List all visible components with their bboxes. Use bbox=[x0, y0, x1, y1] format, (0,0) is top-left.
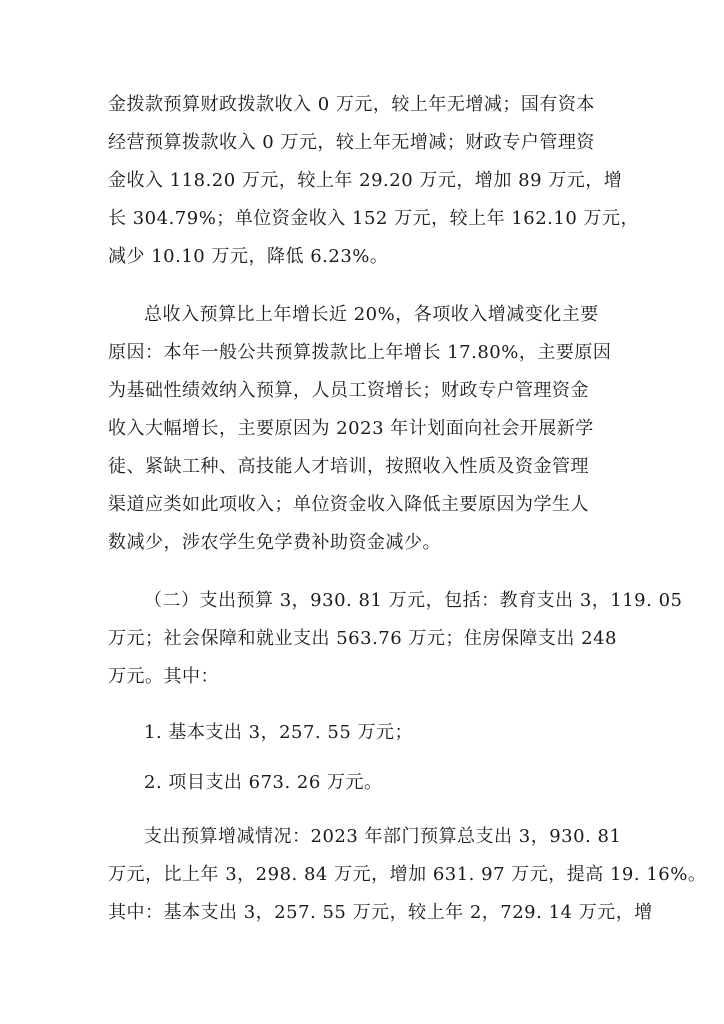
text-line: 收入大幅增长，主要原因为 2023 年计划面向社会开展新学 bbox=[108, 418, 594, 439]
text-line: 原因：本年一般公共预算拨款比上年增长 17.80%，主要原因 bbox=[108, 342, 612, 363]
list-item-project-expenditure bbox=[108, 764, 618, 802]
paragraph-expenditure-budget bbox=[108, 582, 683, 696]
paragraph-income-details bbox=[108, 86, 640, 276]
text-line: 万元；社会保障和就业支出 563.76 万元；住房保障支出 248 bbox=[108, 628, 618, 649]
list-item-basic-expenditure bbox=[108, 714, 618, 752]
text-line: 数减少，涉农学生免学费补助资金减少。 bbox=[108, 532, 441, 553]
text-line: 总收入预算比上年增长近 20%，各项收入增减变化主要 bbox=[144, 304, 599, 325]
text-line: 1. 基本支出 3，257. 55 万元； bbox=[144, 722, 413, 743]
text-line: 万元，比上年 3，298. 84 万元，增加 631. 97 万元，提高 19. 16%。 bbox=[108, 864, 707, 885]
text-line: 减少 10.10 万元，降低 6.23%。 bbox=[108, 246, 389, 267]
text-line: 其中：基本支出 3，257. 55 万元，较上年 2，729. 14 万元，增 bbox=[108, 902, 653, 923]
text-line: 金收入 118.20 万元，较上年 29.20 万元，增加 89 万元，增 bbox=[108, 170, 623, 191]
text-line: 金拨款预算财政拨款收入 0 万元，较上年无增减；国有资本 bbox=[108, 94, 595, 115]
text-line: 经营预算拨款收入 0 万元，较上年无增减；财政专户管理资 bbox=[108, 132, 595, 153]
text-line: 为基础性绩效纳入预算，人员工资增长；财政专户管理资金 bbox=[108, 380, 589, 401]
paragraph-expenditure-change bbox=[108, 818, 707, 932]
text-line: 2. 项目支出 673. 26 万元。 bbox=[144, 772, 383, 793]
text-line: 支出预算增减情况：2023 年部门预算总支出 3，930. 81 bbox=[144, 826, 622, 847]
text-line: （二）支出预算 3，930. 81 万元，包括：教育支出 3，119. 05 bbox=[144, 590, 683, 611]
text-line: 徒、紧缺工种、高技能人才培训，按照收入性质及资金管理 bbox=[108, 456, 589, 477]
text-line: 万元。其中： bbox=[108, 666, 219, 687]
text-line: 长 304.79%；单位资金收入 152 万元，较上年 162.10 万元， bbox=[108, 208, 640, 229]
paragraph-income-change-reasons bbox=[108, 296, 618, 562]
text-line: 渠道应类如此项收入；单位资金收入降低主要原因为学生人 bbox=[108, 494, 589, 515]
